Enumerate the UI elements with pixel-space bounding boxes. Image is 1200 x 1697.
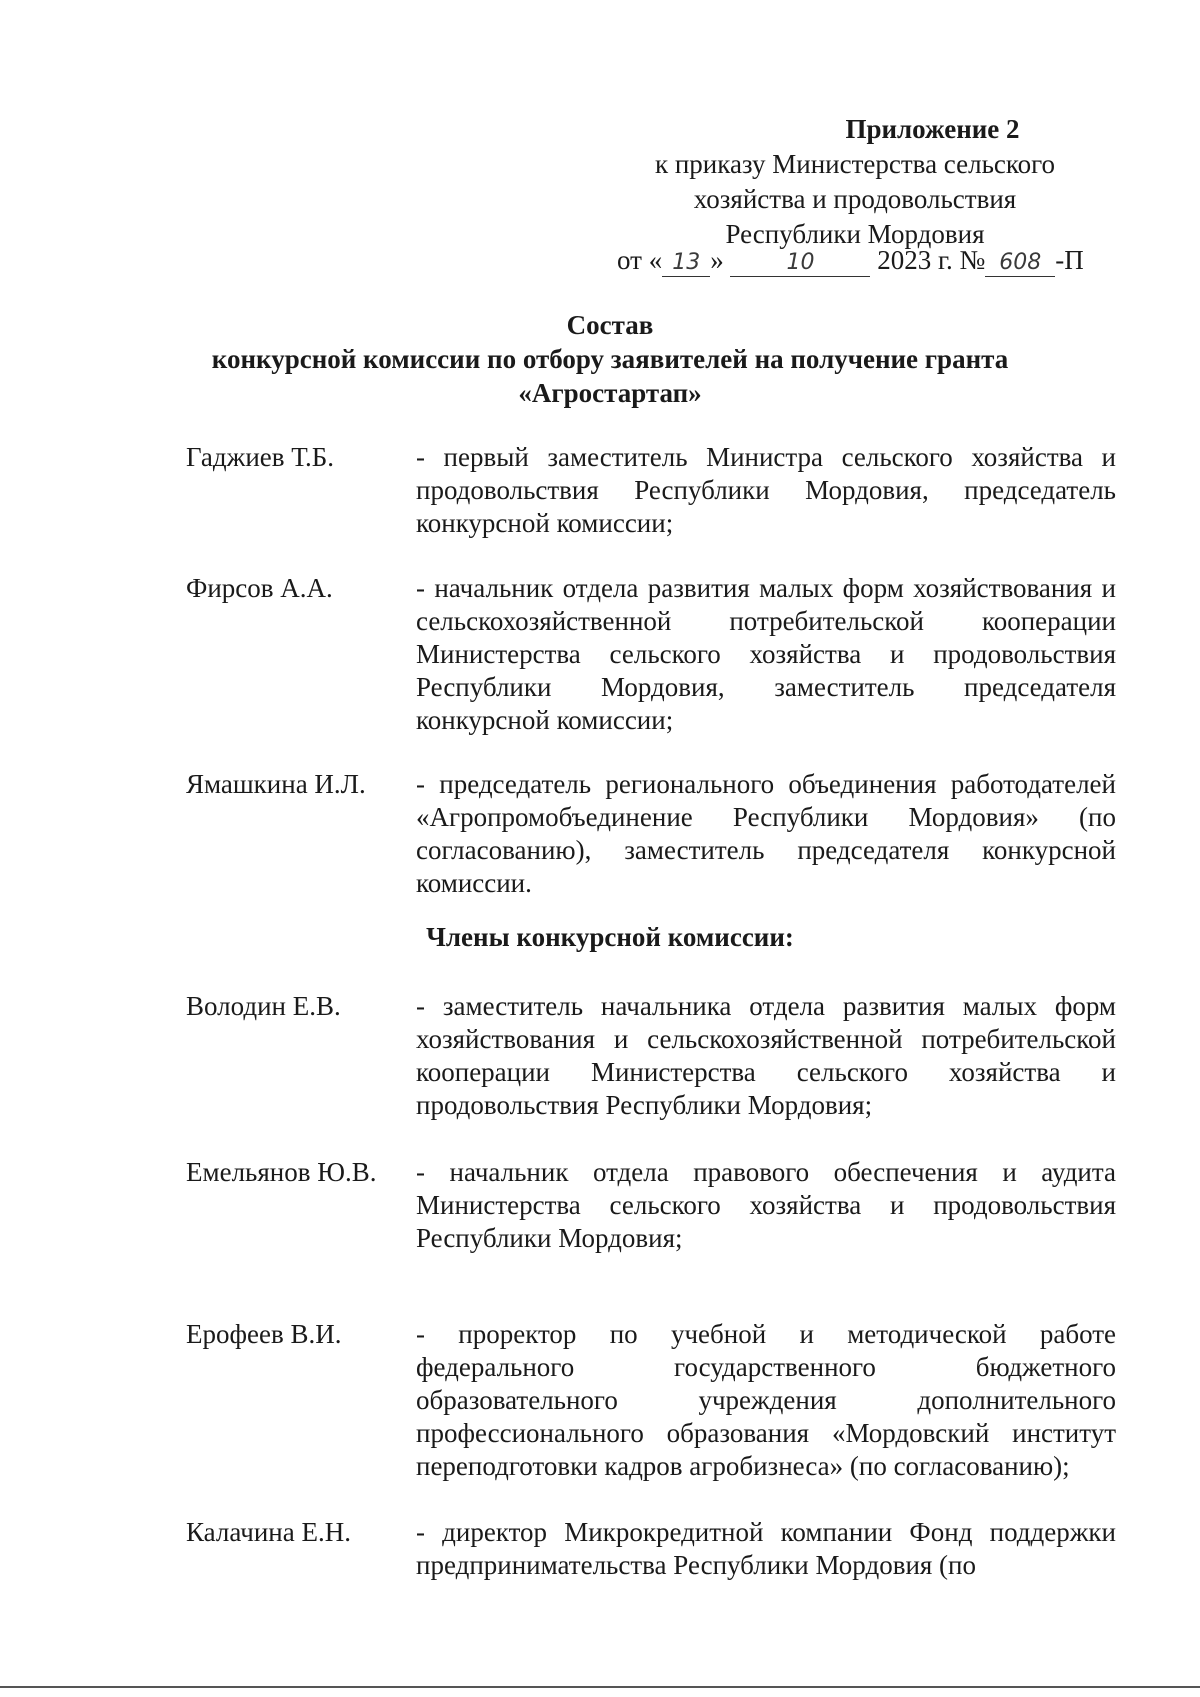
members-heading: Члены конкурсной комиссии: <box>426 922 794 952</box>
member-role: - начальник отдела правового обеспечения и аудита Министерства сельского хозяйства и продовольствия Республики Мордовия; <box>416 1157 1116 1253</box>
order-date-line <box>617 245 1084 277</box>
order-day-handwritten: 13 <box>662 250 710 277</box>
member-name: Ерофеев В.И. <box>186 1319 342 1349</box>
appendix-title: Приложение 2 <box>845 114 1020 144</box>
member-role: - директор Микрокредитной компании Фонд поддержки предпринимательства Республики Мордовия (по <box>416 1517 1116 1580</box>
order-number-handwritten: 608 <box>985 250 1055 277</box>
page-bottom-edge <box>0 1686 1200 1688</box>
order-prefix: от « <box>617 245 663 275</box>
member-role: - председатель регионального объединения работодателей «Агропромобъединение Республики Мордовия» (по согласованию), заместитель председателя конкурсной комиссии. <box>416 769 1116 898</box>
member-role: - проректор по учебной и методической работе федерального государственного бюджетного образовательного учреждения дополнительного профессионального образования «Мордовский институт переподготовки кадров агробизнеса» (по согласованию); <box>416 1319 1116 1481</box>
member-name: Володин Е.В. <box>186 991 341 1021</box>
document-title <box>180 308 1040 410</box>
member-name: Калачина Е.Н. <box>186 1517 351 1547</box>
member-name: Фирсов А.А. <box>186 573 333 603</box>
appendix-line-3: Республики Мордовия <box>725 219 985 249</box>
appendix-line-1: к приказу Министерства сельского <box>654 149 1056 179</box>
member-name: Ямашкина И.Л. <box>186 769 366 799</box>
member-role: - первый заместитель Министра сельского хозяйства и продовольствия Республики Мордовия, председатель конкурсной комиссии; <box>416 442 1116 538</box>
member-name: Емельянов Ю.В. <box>186 1157 377 1187</box>
order-month-handwritten: 10 <box>730 250 870 277</box>
title-line-3: «Агростартап» <box>518 378 702 408</box>
order-quote-close: » <box>710 245 724 275</box>
order-suffix: -П <box>1055 245 1084 275</box>
appendix-line-2: хозяйства и продовольствия <box>693 184 1017 214</box>
title-line-2: конкурсной комиссии по отбору заявителей на получение гранта <box>211 344 1009 374</box>
title-line-1: Состав <box>566 310 654 340</box>
order-year-text: 2023 г. № <box>877 245 986 275</box>
member-name: Гаджиев Т.Б. <box>186 442 335 472</box>
member-role: - заместитель начальника отдела развития малых форм хозяйствования и сельскохозяйственной потребительской кооперации Министерства сельского хозяйства и продовольствия Республики Мордовия; <box>416 991 1116 1120</box>
member-role: - начальник отдела развития малых форм хозяйствования и сельскохозяйственной потребительской кооперации Министерства сельского хозяйства и продовольствия Республики Мордовия, заместитель председателя конкурсной комиссии; <box>416 573 1116 735</box>
appendix-header <box>600 112 1110 252</box>
